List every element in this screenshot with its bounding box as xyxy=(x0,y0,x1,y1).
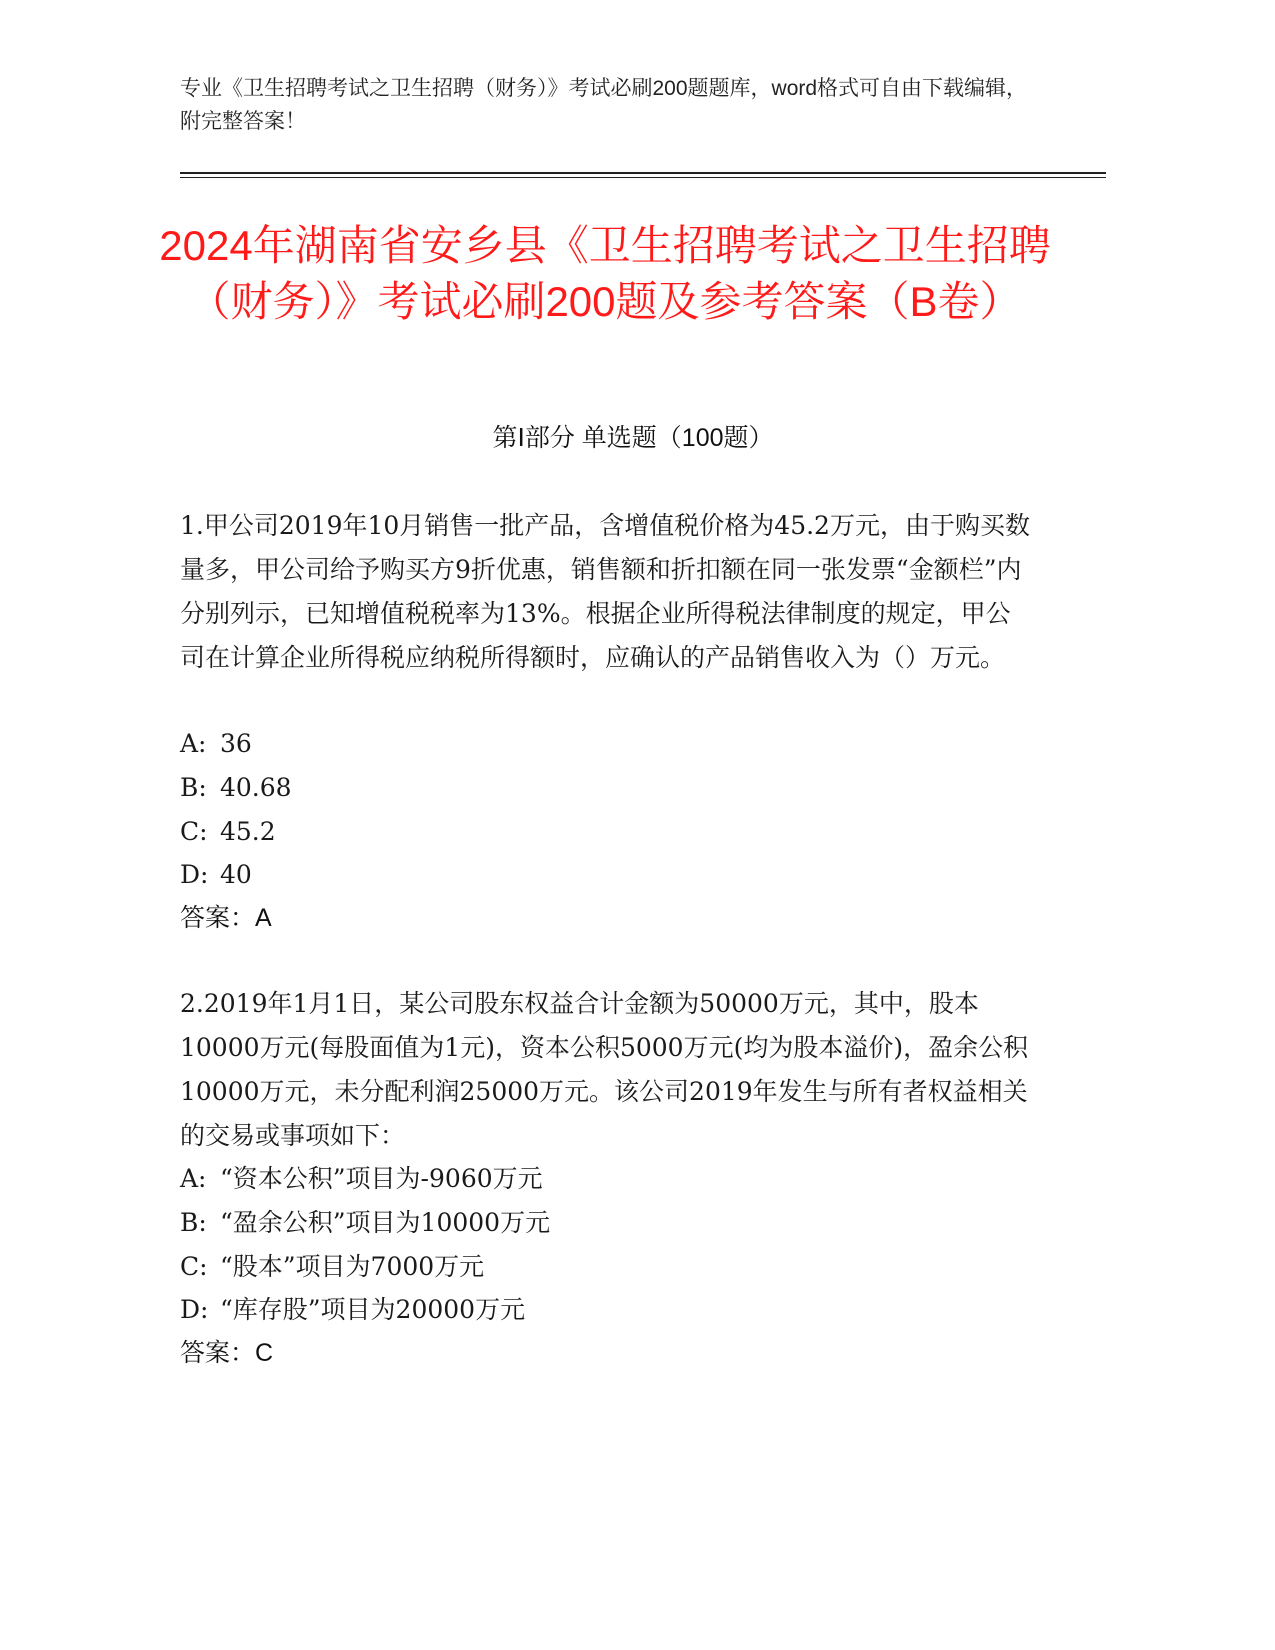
option-text: 45.2 xyxy=(220,817,276,846)
option-text: “资本公积”项目为-9060万元 xyxy=(220,1164,543,1193)
option-label: B: xyxy=(180,1208,207,1237)
question-2-option-d xyxy=(180,1288,1030,1332)
option-label: A: xyxy=(180,729,207,758)
option-text: “库存股”项目为20000万元 xyxy=(220,1295,526,1324)
question-1-text: 1.甲公司2019年10月销售一批产品，含增值税价格为45.2万元，由于购买数量多，甲公司给予购买方9折优惠，销售额和折扣额在同一张发票“金额栏”内分别列示，已知增值税税率为13%。根据企业所得税法律制度的规定，甲公司在计算企业所得税应纳税所得额时，应确认的产品销售收入为（）万元。 xyxy=(180,511,1030,672)
header-note: 专业《卫生招聘考试之卫生招聘（财务）》考试必刷200题题库，word格式可自由下载编辑，附完整答案！ xyxy=(180,77,1028,133)
header-divider-thin xyxy=(180,177,1106,178)
option-text: 40 xyxy=(220,860,252,889)
document-title: 2024年湖南省安乡县《卫生招聘考试之卫生招聘（财务）》考试必刷200题及参考答案（B卷） xyxy=(159,222,1051,325)
question-2-answer: 答案：C xyxy=(180,1339,274,1367)
question-2-option-c xyxy=(180,1245,1030,1289)
option-label: D: xyxy=(180,1295,209,1324)
option-label: B: xyxy=(180,773,207,802)
option-text: “股本”项目为7000万元 xyxy=(220,1252,485,1281)
question-1-answer: 答案：A xyxy=(180,904,272,932)
option-label: C: xyxy=(180,1252,208,1281)
question-2-option-a xyxy=(180,1157,1030,1201)
question-1-option-a xyxy=(180,722,1030,766)
question-1-option-d xyxy=(180,853,1030,897)
option-label: A: xyxy=(180,1164,207,1193)
question-2-option-b xyxy=(180,1201,1030,1245)
question-1-option-c xyxy=(180,810,1030,854)
section-title: 第Ⅰ部分 单选题（100题） xyxy=(492,424,774,452)
option-text: 40.68 xyxy=(220,773,292,802)
question-1-option-b xyxy=(180,766,1030,810)
option-label: C: xyxy=(180,817,208,846)
option-text: “盈余公积”项目为10000万元 xyxy=(220,1208,551,1237)
header-divider-thick xyxy=(180,172,1106,174)
question-2-text: 2.2019年1月1日，某公司股东权益合计金额为50000万元，其中，股本10000万元(每股面值为1元)，资本公积5000万元(均为股本溢价)，盈余公积10000万元，未分配利润25000万元。该公司2019年发生与所有者权益相关的交易或事项如下： xyxy=(180,989,1029,1150)
option-label: D: xyxy=(180,860,209,889)
option-text: 36 xyxy=(220,729,252,758)
